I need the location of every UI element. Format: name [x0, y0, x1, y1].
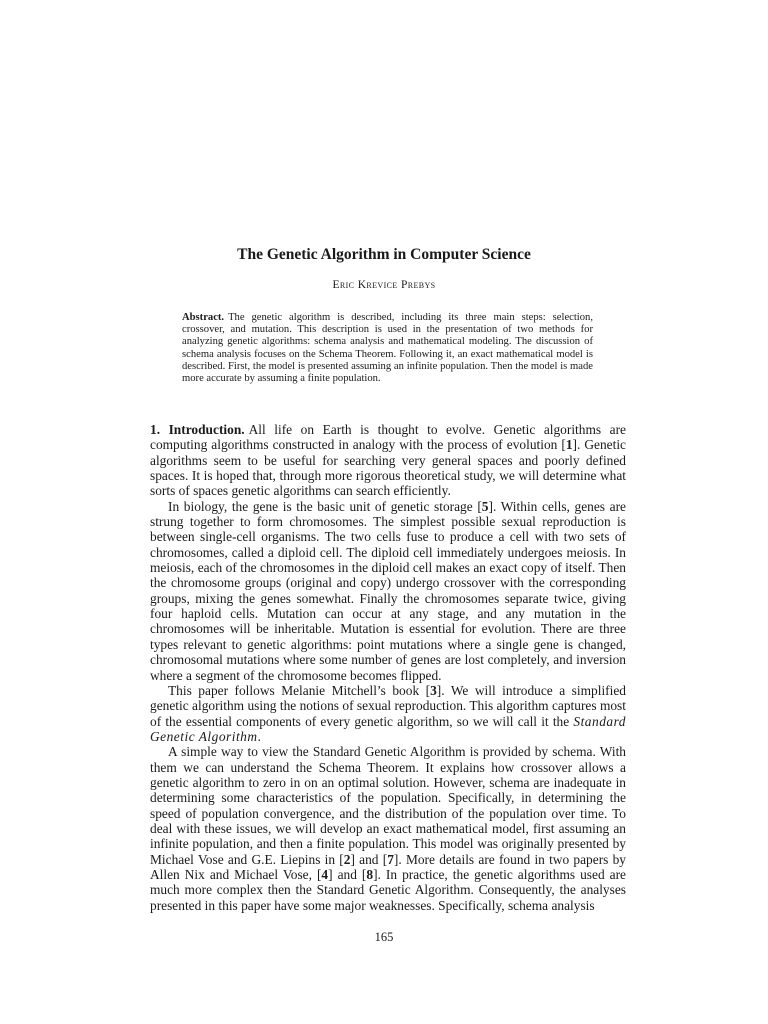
- section-heading: 1. Introduction.: [150, 422, 245, 437]
- paragraph-text: ]. More details are found in two papers by Allen Nix and Michael Vose, [: [150, 851, 626, 882]
- citation: 7: [387, 851, 394, 867]
- citation: 1: [565, 437, 573, 453]
- citation: 8: [366, 866, 374, 882]
- paragraph-text: ]. We will introduce a simplified genetic algorithm using the notions of sexual reproduction. This algorithm captures most of the essential components of every genetic algorithm, so we will call it the: [150, 682, 626, 729]
- paragraph-text: ]. In practice, the genetic algorithms used are much more complex then the Standard Genetic Algorithm. Consequently, the analyses presented in this paper have some major weaknesses. Specifically, schema analysis: [150, 866, 626, 913]
- abstract-text: The genetic algorithm is described, including its three main steps: selection, crossover, and mutation. This description is used in the presentation of two methods for analyzing genetic algorithms: schema analysis and mathematical modeling. The discussion of schema analysis focuses on the Schema Theorem. Following it, an exact mathematical model is described. First, the model is presented assuming an infinite population. Then the model is made more accurate by assuming a finite population.: [182, 312, 593, 385]
- paper-author: Eric Krevice Prebys: [332, 279, 436, 291]
- citation: 3: [430, 682, 437, 698]
- paragraph-text: A simple way to view the Standard Genetic Algorithm is provided by schema. With them we can understand the Schema Theorem. It explains how crossover allows a genetic algorithm to zero in on an optimal solution. However, schema are inadequate in determining some characteristics of the population. Specifically, in determining the speed of population convergence, and the distribution of the population over time. To deal with these issues, we will develop an exact mathematical model, first assuming an infinite population, and then a finite population. This model was originally presented by Michael Vose and G.E. Liepins in [: [150, 744, 626, 867]
- paragraph-introduction: [150, 422, 626, 499]
- emphasis-term: Standard Genetic Algorithm: [150, 713, 626, 744]
- page-number: 165: [374, 930, 394, 944]
- abstract-label: Abstract.: [182, 312, 225, 323]
- paragraph-mitchell: [150, 683, 626, 744]
- paragraph-text: In biology, the gene is the basic unit of genetic storage [: [168, 498, 482, 514]
- paragraph-schema: [150, 744, 626, 913]
- citation: 2: [343, 851, 351, 867]
- paragraph-text: ]. Genetic algorithms seem to be useful for searching very general spaces and poorly defined spaces. It is hoped that, through more rigorous theoretical study, we will determine what sorts of spaces genetic algorithms can search efficiently.: [150, 437, 626, 499]
- paragraph-text: This paper follows Melanie Mitchell’s book [: [168, 682, 431, 698]
- paragraph-biology: [150, 499, 626, 683]
- paragraph-text: All life on Earth is thought to evolve. Genetic algorithms are computing algorithms constructed in analogy with the process of evolution [: [150, 422, 626, 453]
- body-text: [150, 422, 626, 913]
- paper-title: The Genetic Algorithm in Computer Science: [237, 246, 531, 263]
- citation: 5: [481, 498, 489, 514]
- paragraph-text: ] and [: [328, 866, 367, 882]
- paragraph-text: ] and [: [350, 851, 388, 867]
- abstract: [182, 312, 593, 385]
- paragraph-text: ]. Within cells, genes are strung together to form chromosomes. The simplest possible sexual reproduction is between single-cell organisms. The two cells fuse to produce a cell with two sets of chromosomes, called a diploid cell. The diploid cell immediately undergoes meiosis. In meiosis, each of the chromosomes in the diploid cell makes an exact copy of itself. Then the chromosome groups (original and copy) undergo crossover with the corresponding groups, mixing the genes somewhat. Finally the chromosomes separate twice, giving four haploid cells. Mutation can occur at any stage, and any mutation in the chromosomes will be inheritable. Mutation is essential for evolution. There are three types relevant to genetic algorithms: point mutations where a single gene is changed, chromosomal mutations where some number of genes are lost completely, and inversion where a segment of the chromosome becomes flipped.: [150, 498, 626, 683]
- paragraph-text: .: [257, 728, 261, 744]
- citation: 4: [321, 866, 329, 882]
